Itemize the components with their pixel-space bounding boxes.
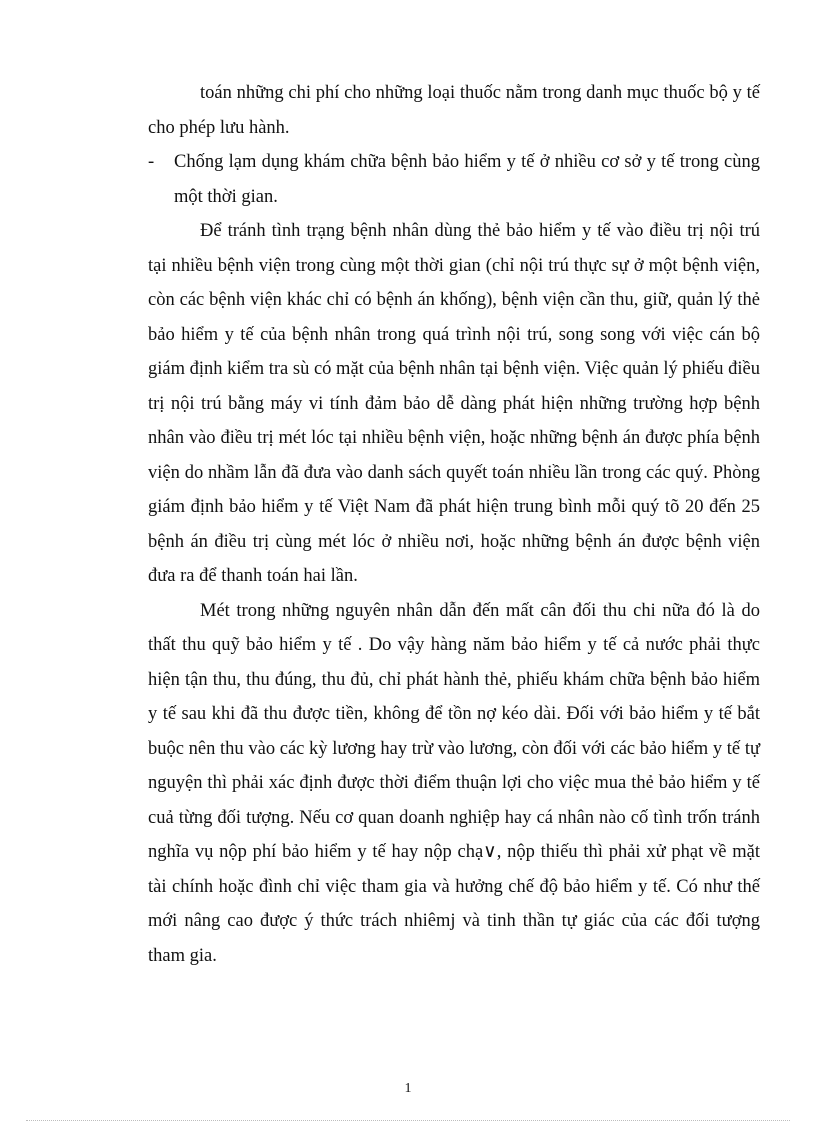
bullet-item: [148, 145, 760, 214]
footer-divider: [26, 1120, 790, 1121]
paragraph-continuation: toán những chi phí cho những loại thuốc nằm trong danh mục thuốc bộ y tế cho phép lưu hành.: [148, 83, 760, 138]
page-number: 1: [404, 1081, 412, 1096]
page-body: [148, 76, 760, 973]
bullet-marker: -: [148, 152, 155, 172]
bullet-text: Chống lạm dụng khám chữa bệnh bảo hiểm y tế ở nhiều cơ sở y tế trong cùng một thời gian.: [174, 152, 760, 207]
paragraph-revenue-loss: Mét trong những nguyên nhân dẫn đến mất cân đối thu chi nữa đó là do thất thu quỹ bảo hiểm y tế . Do vậy hàng năm bảo hiểm y tế cả nước phải thực hiện tận thu, thu đúng, thu đủ, chỉ phát hành thẻ, phiếu khám chữa bệnh bảo hiểm y tế sau khi đã thu được tiền, không để tồn nợ kéo dài. Đối với bảo hiểm y tế bắt buộc nên thu vào các kỳ lương hay trừ vào lương, còn đối với các bảo hiểm y tế tự nguyện thì phải xác định được thời điểm thuận lợi cho việc mua thẻ bảo hiểm y tế cuả từng đối tượng. Nếu cơ quan doanh nghiệp hay cá nhân nào cố tình trốn tránh nghĩa vụ nộp phí bảo hiểm y tế hay nộp chạ∨, nộp thiếu thì phải xử phạt về mặt tài chính hoặc đình chỉ việc tham gia và hưởng chế độ bảo hiểm y tế. Có như thế mới nâng cao được ý thức trách nhiêmj và tinh thần tự giác của các đối tượng tham gia.: [148, 600, 760, 966]
paragraph-inpatient-abuse: Để tránh tình trạng bệnh nhân dùng thẻ bảo hiểm y tế vào điều trị nội trú tại nhiều bệnh viện trong cùng một thời gian (chỉ nội trú thực sự ở một bệnh viện, còn các bệnh viện khác chỉ có bệnh án khống), bệnh viện cần thu, giữ, quản lý thẻ bảo hiểm y tế của bệnh nhân trong quá trình nội trú, song song với việc cán bộ giám định kiểm tra sù có mặt của bệnh nhân tại bệnh viện. Việc quản lý phiếu điều trị nội trú bằng máy vi tính đảm bảo dễ dàng phát hiện những trường hợp bệnh nhân vào điều trị mét lóc tại nhiều bệnh viện, hoặc những bệnh án được phía bệnh viện do nhầm lẫn đã đưa vào danh sách quyết toán nhiều lần trong các quý. Phòng giám định bảo hiểm y tế Việt Nam đã phát hiện trung bình mỗi quý tõ 20 đến 25 bệnh án điều trị cùng mét lóc ở nhiều nơi, hoặc những bệnh án được bệnh viện đưa ra để thanh toán hai lần.: [148, 221, 760, 586]
